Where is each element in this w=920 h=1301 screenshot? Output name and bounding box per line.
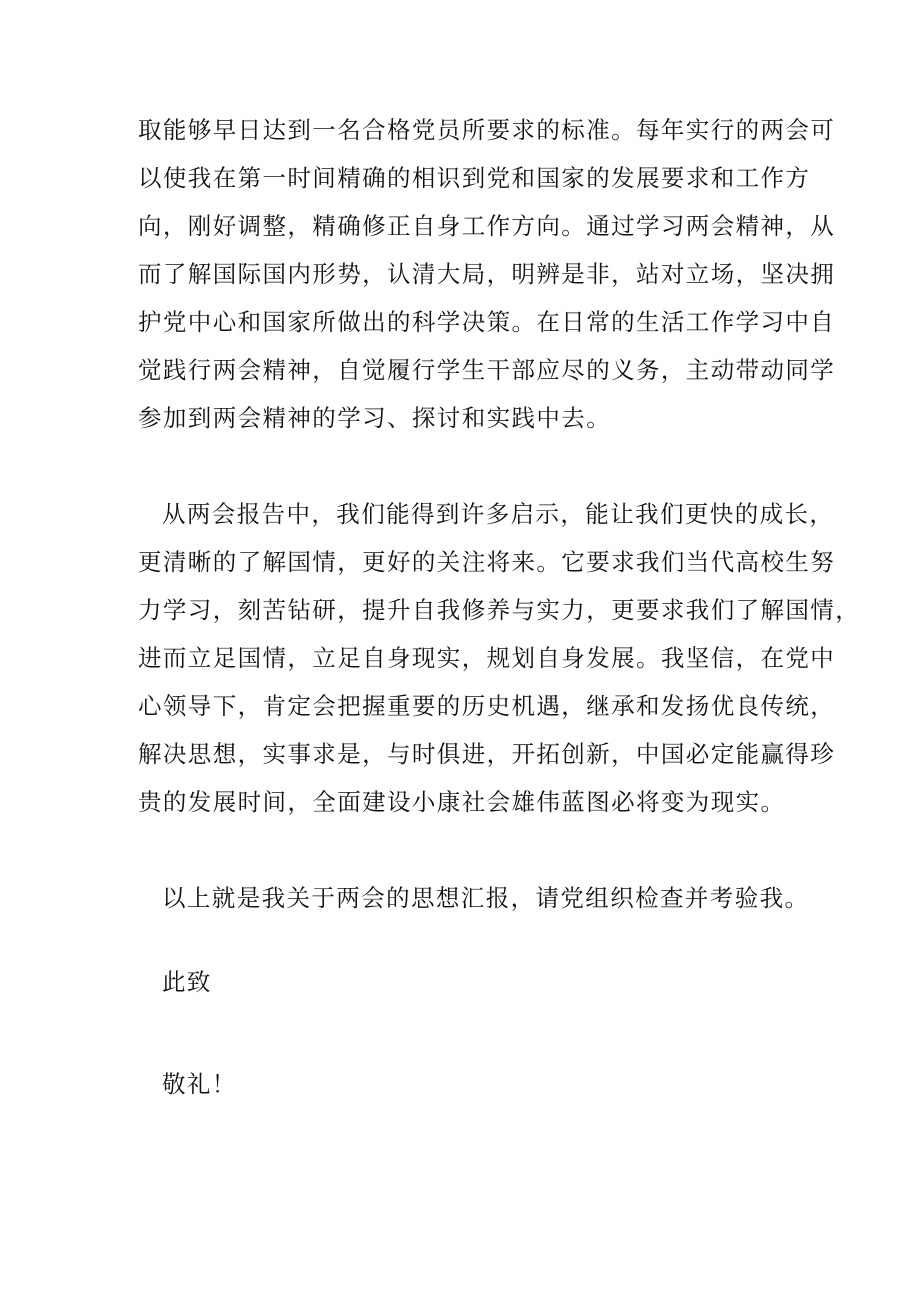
paragraph-2-line-5: 心领导下，肯定会把握重要的历史机遇，继承和发扬优良传统，	[138, 692, 836, 720]
salutation: 此致	[162, 968, 212, 996]
paragraph-1-line-2: 以使我在第一时间精确的相识到党和国家的发展要求和工作方	[138, 164, 811, 192]
paragraph-1-line-4: 而了解国际国内形势，认清大局，明辨是非，站对立场，坚决拥	[138, 260, 836, 288]
paragraph-1-line-3: 向，刚好调整，精确修正自身工作方向。通过学习两会精神，从	[138, 212, 836, 240]
paragraph-2-line-7: 贵的发展时间，全面建设小康社会雄伟蓝图必将变为现实。	[138, 788, 786, 816]
paragraph-1-line-5: 护党中心和国家所做出的科学决策。在日常的生活工作学习中自	[138, 308, 836, 336]
regards: 敬礼！	[162, 1070, 237, 1098]
paragraph-2-line-3: 力学习，刻苦钻研，提升自我修养与实力，更要求我们了解国情，	[138, 596, 861, 624]
paragraph-1-line-7: 参加到两会精神的学习、探讨和实践中去。	[138, 404, 612, 432]
closing-statement: 以上就是我关于两会的思想汇报，请党组织检查并考验我。	[162, 884, 810, 912]
paragraph-1-line-1: 取能够早日达到一名合格党员所要求的标准。每年实行的两会可	[138, 116, 836, 144]
paragraph-2-line-2: 更清晰的了解国情，更好的关注将来。它要求我们当代高校生努	[138, 548, 836, 576]
paragraph-1-line-6: 觉践行两会精神，自觉履行学生干部应尽的义务，主动带动同学	[138, 356, 836, 384]
paragraph-2-line-1: 从两会报告中，我们能得到许多启示，能让我们更快的成长，	[162, 500, 835, 528]
paragraph-2-line-4: 进而立足国情，立足自身现实，规划自身发展。我坚信，在党中	[138, 644, 836, 672]
paragraph-2-line-6: 解决思想，实事求是，与时俱进，开拓创新，中国必定能赢得珍	[138, 740, 836, 768]
